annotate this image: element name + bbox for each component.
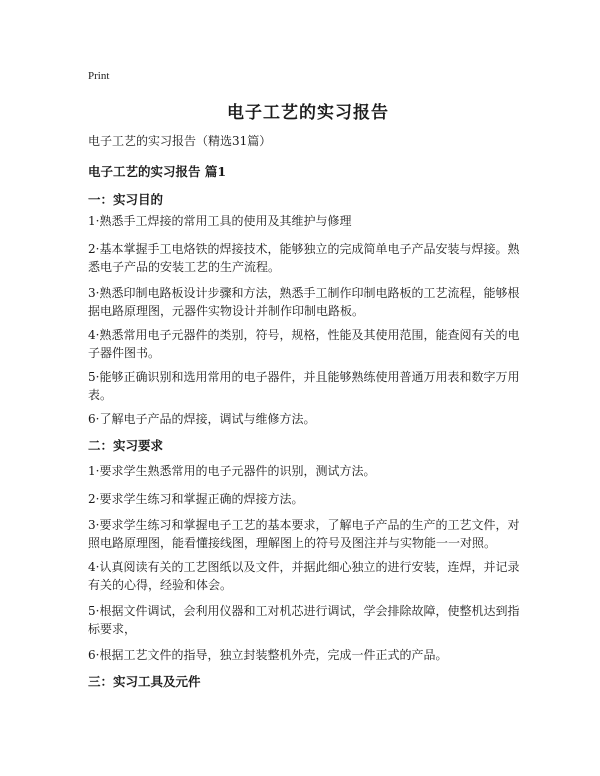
- requirement-item-1: 1·要求学生熟悉常用的电子元器件的识别，测试方法。: [88, 464, 376, 478]
- page-title: 电子工艺的实习报告: [227, 103, 389, 123]
- requirement-item-3: 3·要求学生练习和掌握电子工艺的基本要求，了解电子产品的生产的工艺文件，对照电路原理图，能看懂接线图，理解图上的符号及图注并与实物能一一对照。: [88, 518, 520, 550]
- objective-item-4: 4·熟悉常用电子元器件的类别，符号，规格，性能及其使用范围，能查阅有关的电子器件图书。: [88, 328, 520, 360]
- objective-item-3: 3·熟悉印制电路板设计步骤和方法，熟悉手工制作印制电路板的工艺流程，能够根据电路原理图，元器件实物设计并制作印制电路板。: [88, 286, 520, 318]
- requirement-item-4: 4·认真阅读有关的工艺图纸以及文件，并据此细心独立的进行安装，连焊，并记录有关的心得，经验和体会。: [88, 560, 520, 592]
- requirement-item-5: 5·根据文件调试，会利用仪器和工对机芯进行调试，学会排除故障，使整机达到指标要求，: [88, 604, 520, 636]
- requirement-item-6: 6·根据工艺文件的指导，独立封装整机外壳，完成一件正式的产品。: [88, 648, 448, 662]
- requirement-item-2: 2·要求学生练习和掌握正确的焊接方法。: [88, 492, 304, 506]
- section-heading-objectives: 一：实习目的: [88, 192, 164, 207]
- article-heading: 电子工艺的实习报告 篇1: [88, 164, 227, 179]
- objective-item-5: 5·能够正确识别和选用常用的电子器件，并且能够熟练使用普通万用表和数字万用表。: [88, 370, 520, 402]
- print-link[interactable]: Print: [88, 70, 110, 82]
- objective-item-2: 2·基本掌握手工电烙铁的焊接技术，能够独立的完成简单电子产品安装与焊接。熟悉电子产品的安装工艺的生产流程。: [88, 242, 520, 274]
- objective-item-1: 1·熟悉手工焊接的常用工具的使用及其维护与修理: [88, 214, 352, 228]
- document-subtitle: 电子工艺的实习报告（精选31篇）: [88, 134, 272, 148]
- section-heading-tools: 三：实习工具及元件: [88, 674, 201, 689]
- section-heading-requirements: 二：实习要求: [88, 438, 164, 453]
- objective-item-6: 6·了解电子产品的焊接，调试与维修方法。: [88, 412, 316, 426]
